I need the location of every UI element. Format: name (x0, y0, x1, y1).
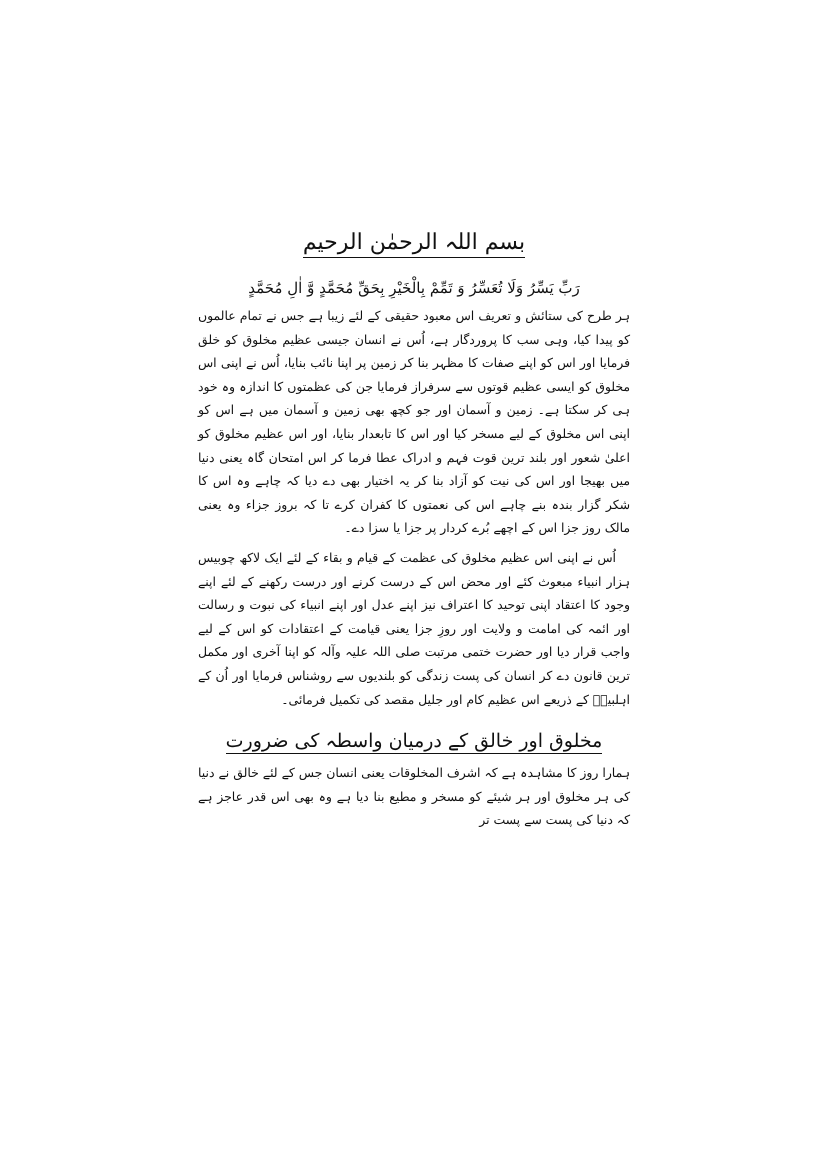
paragraph-prophets: اُس نے اپنی اس عظیم مخلوق کی عظمت کے قیام و بقاء کے لئے ایک لاکھ چوبیس ہزار انبیاء مبعوث کئے اور محض اس کے درست کرنے اور درست رکھنے کے لئے اپنے وجود کا اعتقاد اپنی توحید کا اعتراف نیز اپنے عدل اور اپنے انبیاء کی نبوت و رسالت اور ائمہ کی امامت و ولایت اور روزِ جزا یعنی قیامت کے اعتقادات کو اس کے لیے واجب قرار دیا اور حضرت ختمی مرتبت صلی اللہ علیہ وآلہ کو اپنا آخری اور مکمل ترین قانون دے کر انسان کی پست زندگی کو بلندیوں سے روشناس فرمایا اور اُن کے اہلبیتؑ کے ذریعے اس عظیم کام اور جلیل مقصد کی تکمیل فرمائی۔ (198, 549, 630, 707)
section-heading-text: مخلوق اور خالق کے درمیان واسطہ کی ضرورت (225, 730, 603, 753)
paragraph-praise: ہر طرح کی ستائش و تعریف اس معبود حقیقی کے لئے زیبا ہے جس نے تمام عالموں کو پیدا کیا، وہی سب کا پروردگار ہے، اُس نے انسان جیسی عظیم مخلوق کو خلق فرمایا اور اس کو اپنے صفات کا مظہر بنا کر زمین پر اپنا نائب بنایا، اُس نے اپنی اس مخلوق کو ایسی عظیم قوتوں سے سرفراز فرمایا جن کی عظمتوں کا اندازہ وہ خود ہی کر سکتا ہے۔ زمین و آسمان اور جو کچھ بھی زمین و آسمان میں ہے اس کو اپنی اس مخلوق کے لیے مسخر کیا اور اس کا تابعدار بنایا، اور اس عظیم مخلوق کو اعلیٰ شعور اور بلند ترین قوت فہم و ادراک عطا فرما کر اس امتحان گاہ یعنی دنیا میں بھیجا اور اس کی نیت کو آزاد بنا کر یہ اختیار بھی دے دیا کہ چاہے وہ اس کا شکر گزار بندہ بنے چاہے اس کی نعمتوں کا کفران کرے تا کہ بروز جزاء وہ یعنی مالک روز جزا اس کے اچھے بُرے کردار پر جزا یا سزا دے۔ (198, 308, 630, 536)
bismillah-title (198, 228, 630, 258)
bismillah-title-text: بسم اللہ الرحمٰن الرحیم (303, 230, 525, 258)
document-body (198, 228, 630, 832)
dua-line: رَبِّ یَسِّرُ وَلَا تُعَسِّرُ وَ تَمِّمْ بِالْخَیْرِ بِحَقِّ مُحَمَّدٍ وَّ اٰلِ مُحَمَّدٍ (248, 279, 580, 297)
paragraph-observation: ہمارا روز کا مشاہدہ ہے کہ اشرف المخلوقات یعنی انسان جس کے لئے خالق نے دنیا کی ہر مخلوق اور ہر شیئے کو مسخر و مطیع بنا دیا ہے وہ بھی اس قدر عاجز ہے کہ دنیا کی پست سے پست تر (198, 765, 630, 828)
section-heading (198, 727, 630, 755)
